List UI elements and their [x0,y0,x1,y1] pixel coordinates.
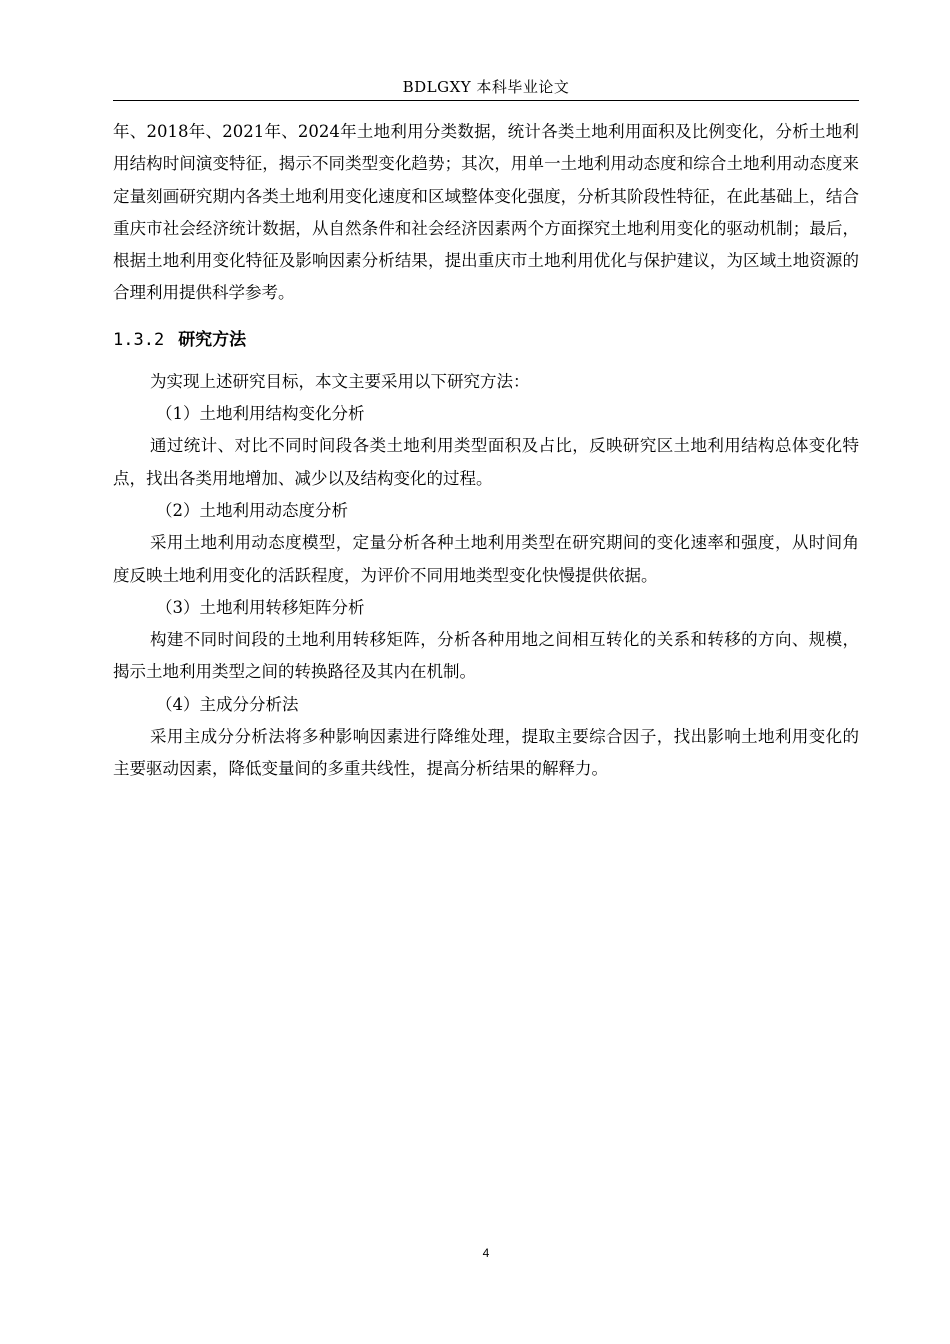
method-text-1: 通过统计、对比不同时间段各类土地利用类型面积及占比，反映研究区土地利用结构总体变化特点，找出各类用地增加、减少以及结构变化的过程。 [113,436,859,488]
page-body [113,116,859,786]
method-label-4: （4）主成分分析法 [156,694,299,714]
method-label-1: （1）土地利用结构变化分析 [156,404,365,424]
section-title: 研究方法 [178,329,247,350]
method-label-2: （2）土地利用动态度分析 [156,500,348,520]
section-number: 1.3.2 [113,329,165,350]
section-intro: 为实现上述研究目标，本文主要采用以下研究方法： [150,371,530,391]
page-number: 4 [482,1246,490,1260]
method-text-4: 采用主成分分析法将多种影响因素进行降维处理，提取主要综合因子，找出影响土地利用变化的主要驱动因素，降低变量间的多重共线性，提高分析结果的解释力。 [113,727,859,779]
method-label-3: （3）土地利用转移矩阵分析 [156,597,365,617]
header-rule [113,100,859,101]
method-text-3: 构建不同时间段的土地利用转移矩阵，分析各种用地之间相互转化的关系和转移的方向、规模，揭示土地利用类型之间的转换路径及其内在机制。 [113,630,859,682]
method-text-2: 采用土地利用动态度模型，定量分析各种土地利用类型在研究期间的变化速率和强度，从时间角度反映土地利用变化的活跃程度，为评价不同用地类型变化快慢提供依据。 [113,533,859,585]
section-heading [113,323,859,357]
intro-paragraph: 年、2018年、2021年、2024年土地利用分类数据，统计各类土地利用面积及比例变化，分析土地利用结构时间演变特征，揭示不同类型变化趋势；其次，用单一土地利用动态度和综合土地利用动态度来定量刻画研究期内各类土地利用变化速度和区域整体变化强度，分析其阶段性特征，在此基础上，结合重庆市社会经济统计数据，从自然条件和社会经济因素两个方面探究土地利用变化的驱动机制；最后，根据土地利用变化特征及影响因素分析结果，提出重庆市土地利用优化与保护建议，为区域土地资源的合理利用提供科学参考。 [113,122,859,303]
page-header: BDLGXY 本科毕业论文 [402,78,570,96]
